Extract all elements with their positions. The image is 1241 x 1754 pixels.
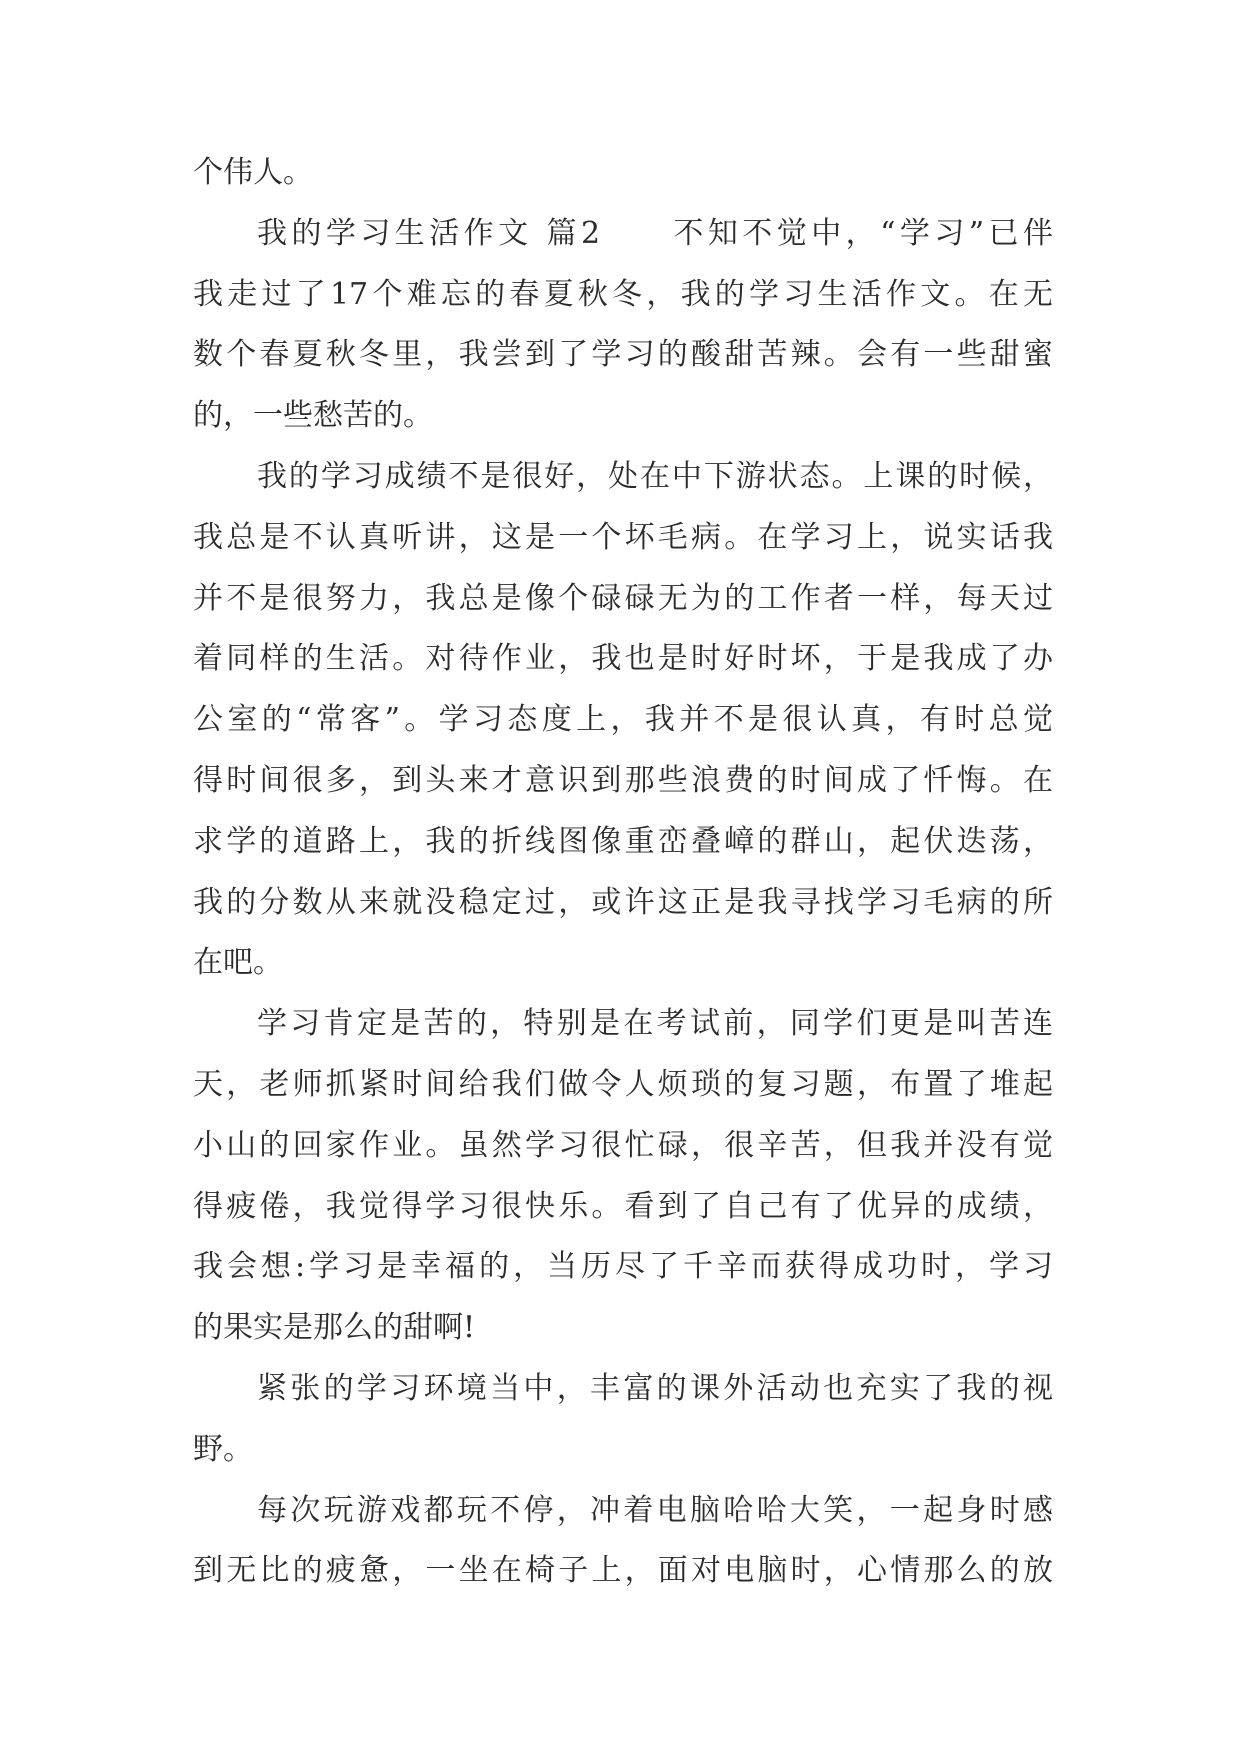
text-line: 着同样的生活。对待作业，我也是时好时坏，于是我成了办 — [193, 641, 1053, 677]
text-line: 得疲倦，我觉得学习很快乐。看到了自己有了优异的成绩， — [193, 1188, 1053, 1224]
text-line: 得时间很多，到头来才意识到那些浪费的时间成了忏悔。在 — [193, 762, 1053, 798]
text-line: 野。 — [193, 1431, 253, 1467]
text-line: 的果实是那么的甜啊! — [193, 1310, 476, 1346]
text-line: 求学的道路上，我的折线图像重峦叠嶂的群山，起伏迭荡， — [193, 823, 1053, 859]
text-line: 数个春夏秋冬里，我尝到了学习的酸甜苦辣。会有一些甜蜜 — [193, 337, 1053, 373]
text-line: 天，老师抓紧时间给我们做令人烦琐的复习题，布置了堆起 — [193, 1066, 1053, 1102]
text-line: 在吧。 — [193, 945, 283, 981]
text-line: 我总是不认真听讲，这是一个坏毛病。在学习上，说实话我 — [193, 519, 1053, 555]
text-line: 并不是很努力，我总是像个碌碌无为的工作者一样，每天过 — [193, 580, 1053, 616]
text-line: 每次玩游戏都玩不停，冲着电脑哈哈大笑，一起身时感 — [257, 1492, 1053, 1528]
text-line: 公室的“常客”。学习态度上，我并不是很认真，有时总觉 — [193, 702, 1053, 738]
text-line: 个伟人。 — [193, 155, 313, 190]
text-line: 小山的回家作业。虽然学习很忙碌，很辛苦，但我并没有觉 — [193, 1127, 1053, 1163]
text-line: 我的学习生活作文 篇2 不知不觉中，“学习”已伴 — [257, 215, 1053, 251]
text-line: 我会想:学习是幸福的，当历尽了千辛而获得成功时，学习 — [193, 1249, 1053, 1285]
text-line: 紧张的学习环境当中，丰富的课外活动也充实了我的视 — [257, 1370, 1053, 1406]
text-line: 我的学习成绩不是很好，处在中下游状态。上课的时候， — [257, 458, 1053, 494]
text-line: 的，一些愁苦的。 — [193, 398, 433, 434]
text-line: 学习肯定是苦的，特别是在考试前，同学们更是叫苦连 — [257, 1006, 1053, 1042]
text-line: 我走过了17个难忘的春夏秋冬，我的学习生活作文。在无 — [193, 276, 1053, 312]
essay-text — [193, 148, 1053, 1607]
text-line: 我的分数从来就没稳定过，或许这正是我寻找学习毛病的所 — [193, 884, 1053, 920]
text-line: 到无比的疲惫，一坐在椅子上，面对电脑时，心情那么的放 — [193, 1553, 1053, 1589]
